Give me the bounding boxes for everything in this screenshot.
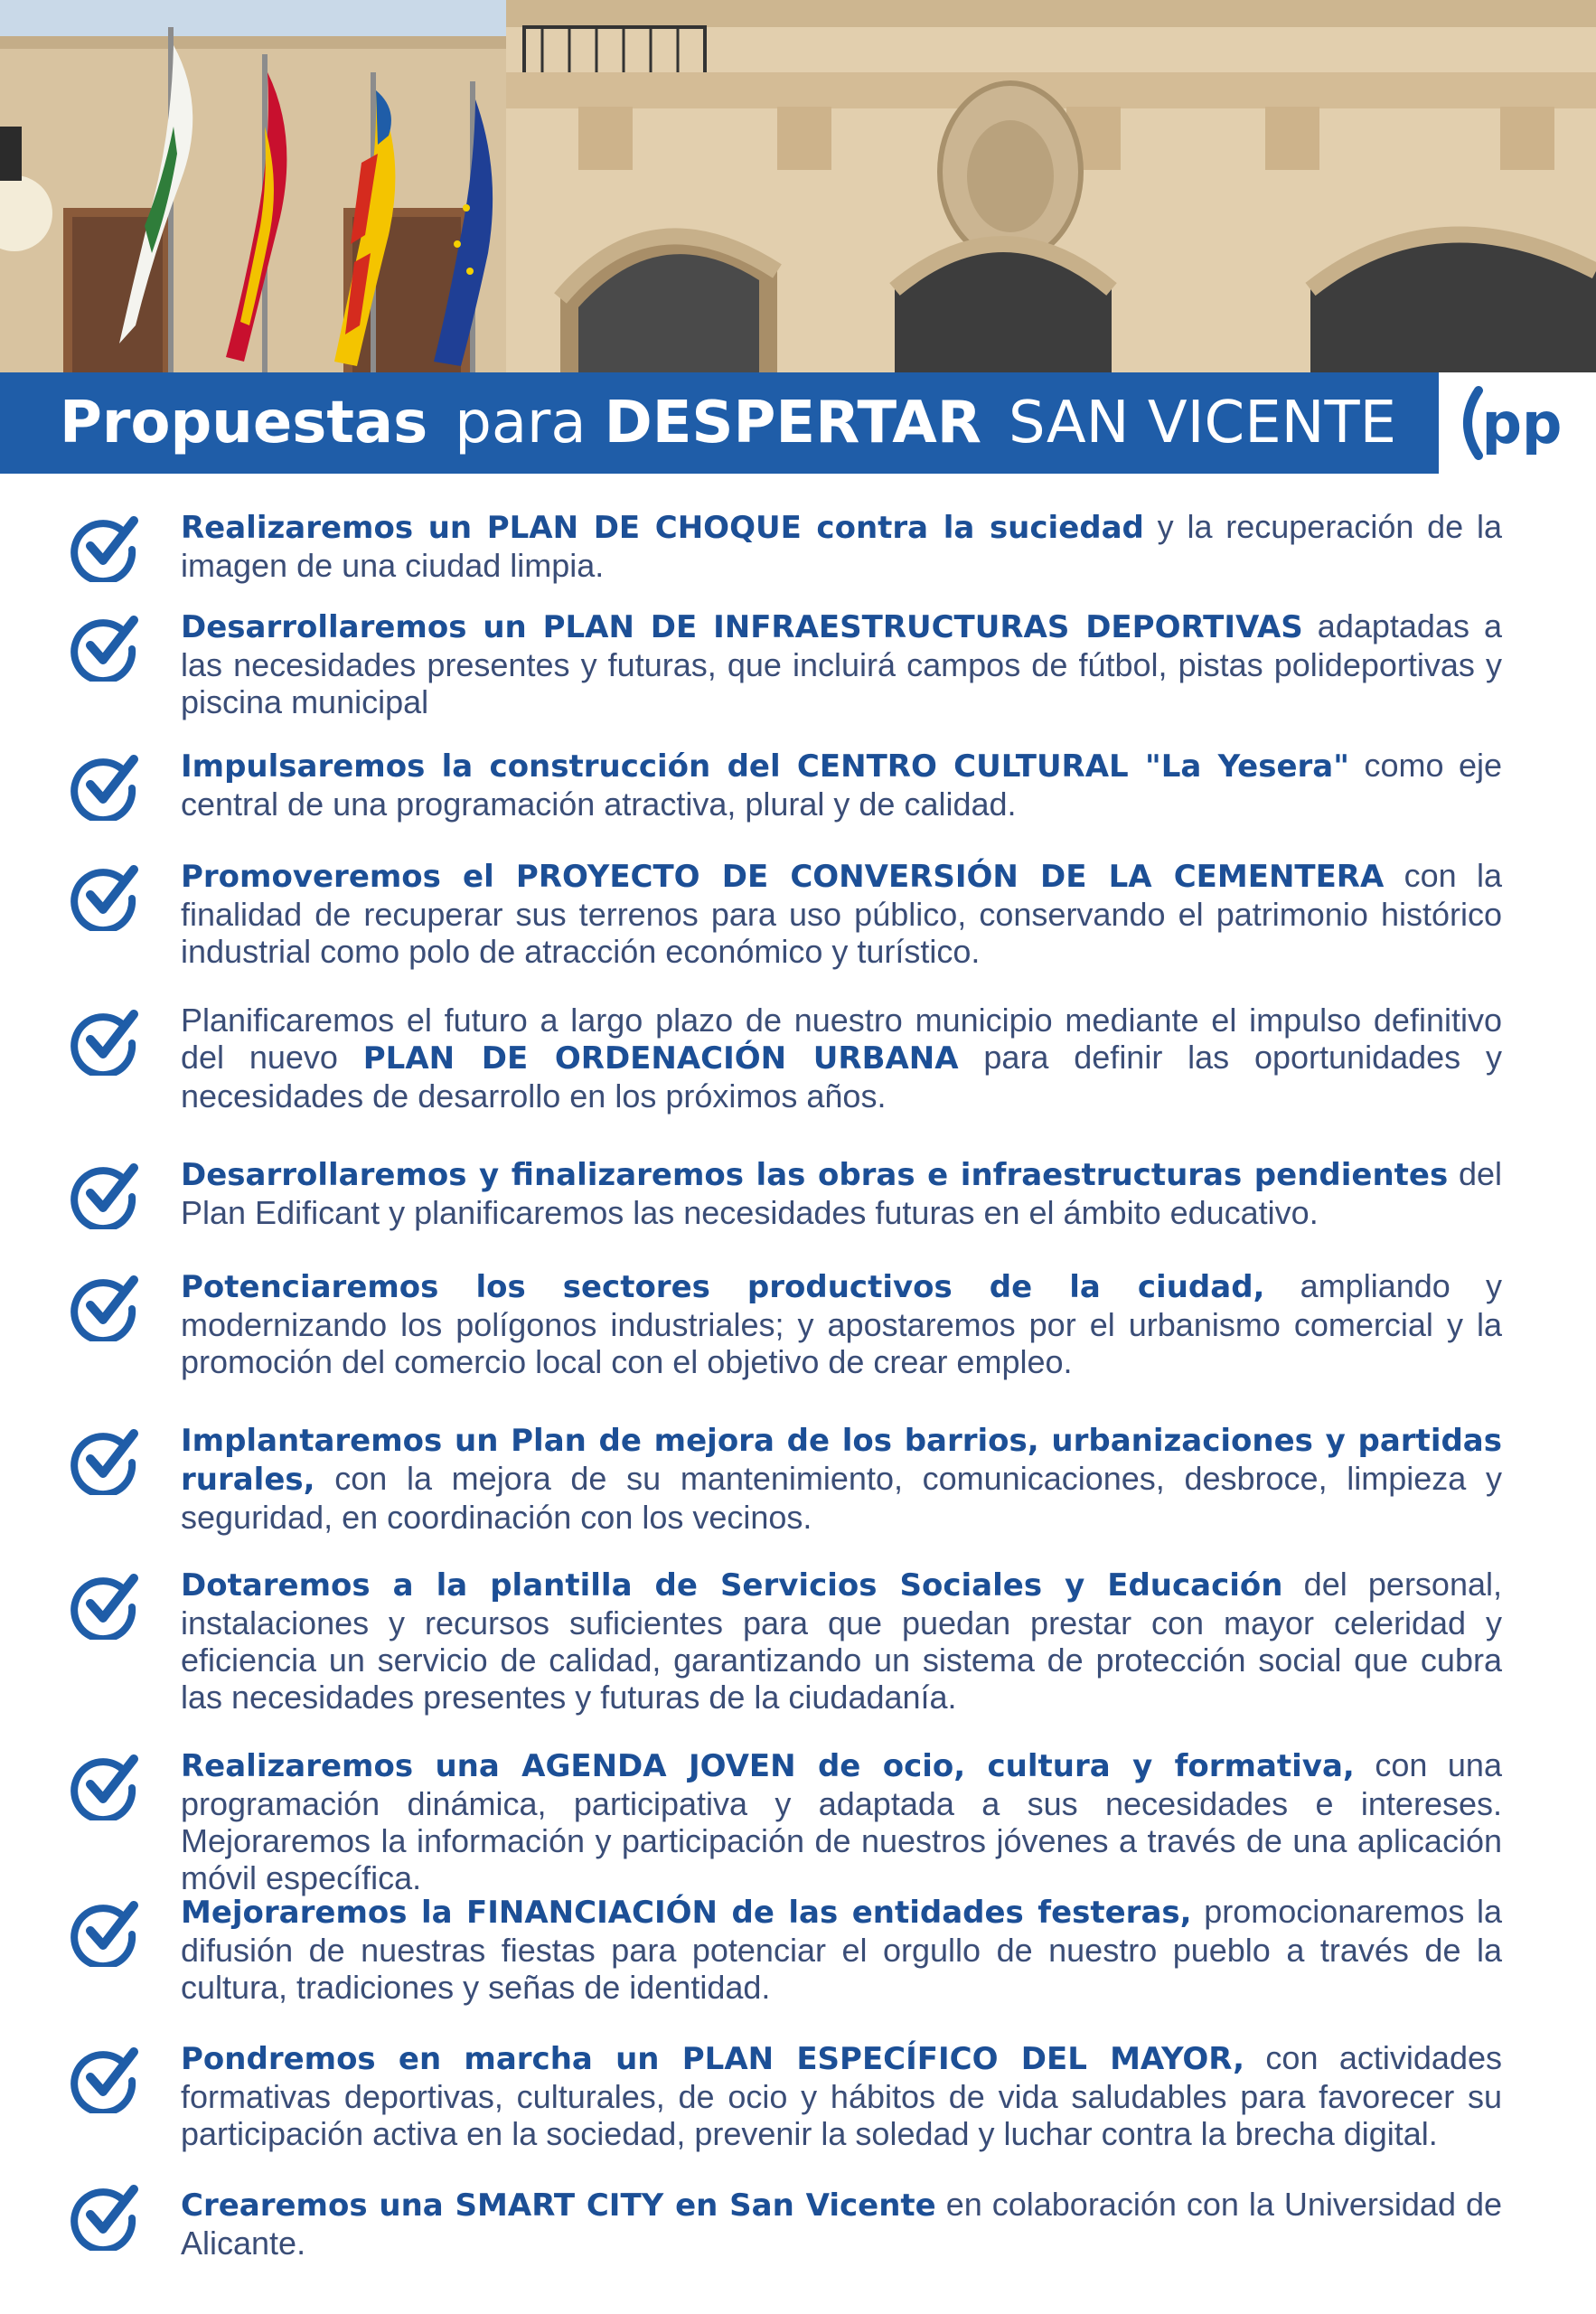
proposal-text: Implantaremos un Plan de mejora de los barrios, urbanizaciones y partidas rurales, con la mejora de su mantenimiento, comunicaciones, desbroce, limpieza y seguridad, en coordinación con los vecinos. bbox=[181, 1423, 1502, 1536]
check-circle-icon bbox=[69, 2041, 141, 2113]
pp-logo-icon bbox=[1439, 372, 1596, 474]
town-hall-illustration bbox=[0, 0, 1596, 372]
check-circle-icon bbox=[69, 1157, 141, 1229]
proposal-text: Desarrollaremos un PLAN DE INFRAESTRUCTURAS DEPORTIVAS adaptadas a las necesidades presentes y futuras, que incluirá campos de fútbol, pistas polideportivas y piscina municipal bbox=[181, 607, 1502, 720]
proposal-text: Dotaremos a la plantilla de Servicios Sociales y Educación del personal, instalaciones y recursos suficientes para que puedan prestar con mayor celeridad y eficiencia un servicio de calidad, garantizando un sistema de protección social que cubra las necesidades presentes y futuras de la ciudadanía. bbox=[181, 1566, 1502, 1716]
proposal-text: Crearemos una SMART CITY en San Vicente en colaboración con la Universidad de Alicante. bbox=[181, 2186, 1502, 2262]
check-circle-icon bbox=[69, 1269, 141, 1341]
proposal-text: Potenciaremos los sectores productivos de la ciudad, ampliando y modernizando los polígonos industriales; y apostaremos por el urbanismo comercial y la promoción del comercio local con el objetivo de crear empleo. bbox=[181, 1267, 1502, 1380]
check-circle-icon bbox=[69, 2178, 141, 2251]
check-circle-icon bbox=[69, 1003, 141, 1076]
title-banner bbox=[0, 372, 1439, 474]
check-circle-icon bbox=[69, 609, 141, 682]
check-circle-icon bbox=[69, 510, 141, 582]
pp-logo bbox=[1439, 372, 1596, 474]
proposal-text: Pondremos en marcha un PLAN ESPECÍFICO DEL MAYOR, con actividades formativas deportivas, culturales, de ocio y hábitos de vida saludables para favorecer su participación activa en la sociedad, prevenir la soledad y luchar contra la brecha digital. bbox=[181, 2039, 1502, 2152]
check-circle-icon bbox=[69, 748, 141, 821]
proposal-text: Mejoraremos la FINANCIACIÓN de las entidades festeras, promocionaremos la difusión de nuestras fiestas para potenciar el orgullo de nuestro pueblo a través de la cultura, tradiciones y señas de identidad. bbox=[181, 1893, 1502, 2006]
pp-logo-text: pp bbox=[1481, 390, 1563, 456]
proposal-text: Planificaremos el futuro a largo plazo de nuestro municipio mediante el impulso definitivo del nuevo PLAN DE ORDENACIÓN URBANA para definir las oportunidades y necesidades de desarrollo en los próximos años. bbox=[181, 1002, 1502, 1115]
check-circle-icon bbox=[69, 1748, 141, 1820]
title-word-despertar: DESPERTAR bbox=[604, 390, 982, 456]
proposal-text: Realizaremos una AGENDA JOVEN de ocio, cultura y formativa, con una programación dinámica, participativa y adaptada a sus necesidades e intereses. Mejoraremos la información y participación de nuestros jóvenes a través de una aplicación móvil específica. bbox=[181, 1746, 1502, 1896]
check-circle-icon bbox=[69, 1567, 141, 1640]
proposal-text: Promoveremos el PROYECTO DE CONVERSIÓN DE LA CEMENTERA con la finalidad de recuperar sus terrenos para uso público, conservando el patrimonio histórico industrial como polo de atracción económico y turístico. bbox=[181, 857, 1502, 970]
check-circle-icon bbox=[69, 1423, 141, 1495]
hero-photo bbox=[0, 0, 1596, 372]
check-circle-icon bbox=[69, 859, 141, 931]
proposal-text: Realizaremos un PLAN DE CHOQUE contra la suciedad y la recuperación de la imagen de una ciudad limpia. bbox=[181, 508, 1502, 584]
proposal-text: Impulsaremos la construcción del CENTRO CULTURAL "La Yesera" como eje central de una programación atractiva, plural y de calidad. bbox=[181, 747, 1503, 823]
title-word-para: para bbox=[455, 390, 587, 456]
proposal-text: Desarrollaremos y finalizaremos las obras e infraestructuras pendientes del Plan Edificant y planificaremos las necesidades futuras en el ámbito educativo. bbox=[181, 1155, 1502, 1231]
title-word-propuestas: Propuestas bbox=[60, 390, 428, 456]
title-word-san-vicente: SAN VICENTE bbox=[1009, 390, 1397, 456]
check-circle-icon bbox=[69, 1895, 141, 1967]
